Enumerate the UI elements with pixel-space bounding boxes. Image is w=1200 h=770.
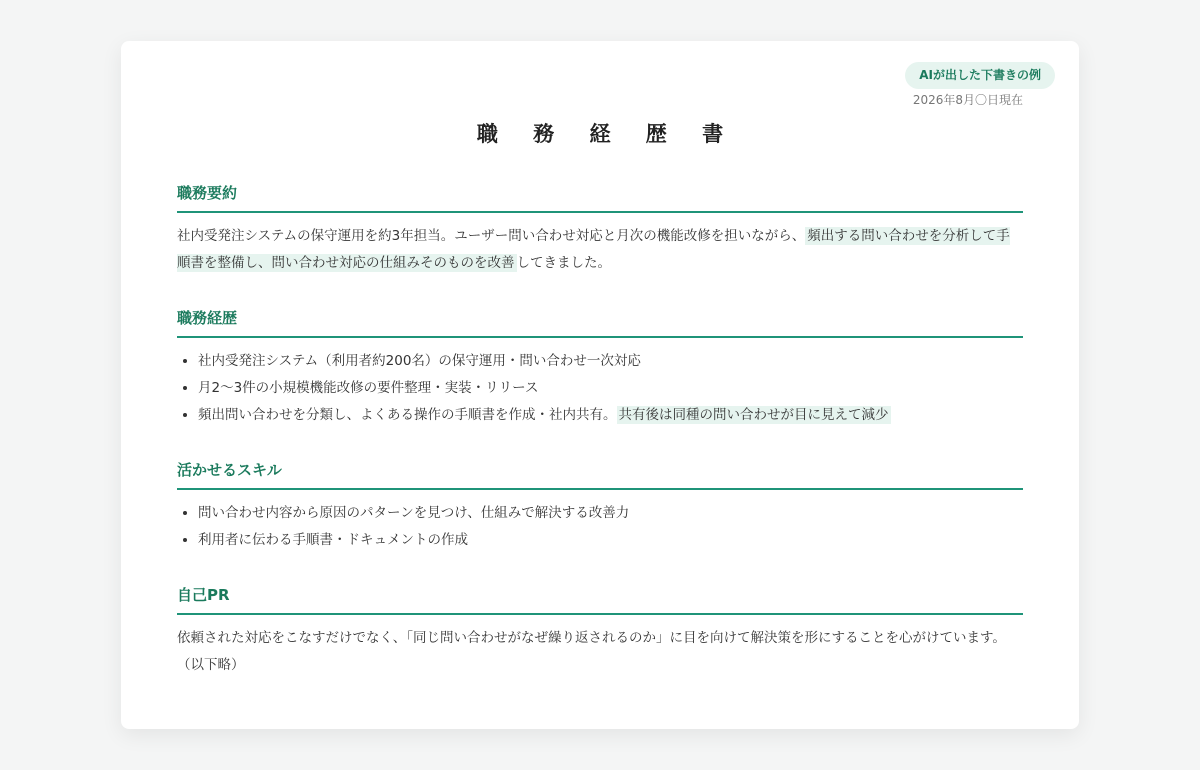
career-item-highlight: 共有後は同種の問い合わせが目に見えて減少	[618, 407, 889, 423]
career-item-text: 頻出問い合わせを分類し、よくある操作の手順書を作成・社内共有。	[198, 407, 617, 423]
pr-paragraph: 依頼された対応をこなすだけでなく、「同じ問い合わせがなぜ繰り返されるのか」に目を向けて解決策を形にすることを心がけています。（以下略）	[177, 630, 1006, 673]
summary-paragraph	[177, 223, 1023, 277]
skill-item-text: 利用者に伝わる手順書・ドキュメントの作成	[198, 532, 468, 548]
skill-item-text: 問い合わせ内容から原因のパターンを見つけ、仕組みで解決する改善力	[198, 505, 630, 521]
list-item	[198, 402, 1023, 429]
list-item	[198, 500, 1023, 527]
list-item	[198, 375, 1023, 402]
ai-draft-badge: AIが出した下書きの例	[905, 62, 1055, 89]
list-item	[198, 527, 1023, 554]
summary-highlight: 頻出する問い合わせを分析して手順書を整備し、問い合わせ対応の仕組みそのものを改善	[177, 228, 1010, 271]
summary-text-after: してきました。	[516, 255, 611, 271]
section-heading-skills: 活かせるスキル	[177, 459, 1023, 490]
resume-card	[121, 41, 1079, 729]
career-item-text: 社内受発注システム（利用者約200名）の保守運用・問い合わせ一次対応	[198, 353, 641, 369]
career-list	[177, 348, 1023, 429]
section-heading-career: 職務経歴	[177, 307, 1023, 338]
summary-text-before: 社内受発注システムの保守運用を約3年担当。ユーザー問い合わせ対応と月次の機能改修を担いながら、	[177, 228, 806, 244]
section-heading-summary: 職務要約	[177, 182, 1023, 213]
list-item	[198, 348, 1023, 375]
document-title: 職 務 経 歴 書	[476, 122, 738, 146]
skills-list	[177, 500, 1023, 554]
section-heading-pr: 自己PR	[177, 584, 1023, 615]
as-of-date: 2026年8月〇日現在	[912, 93, 1023, 107]
career-item-text: 月2〜3件の小規模機能改修の要件整理・実装・リリース	[198, 380, 539, 396]
